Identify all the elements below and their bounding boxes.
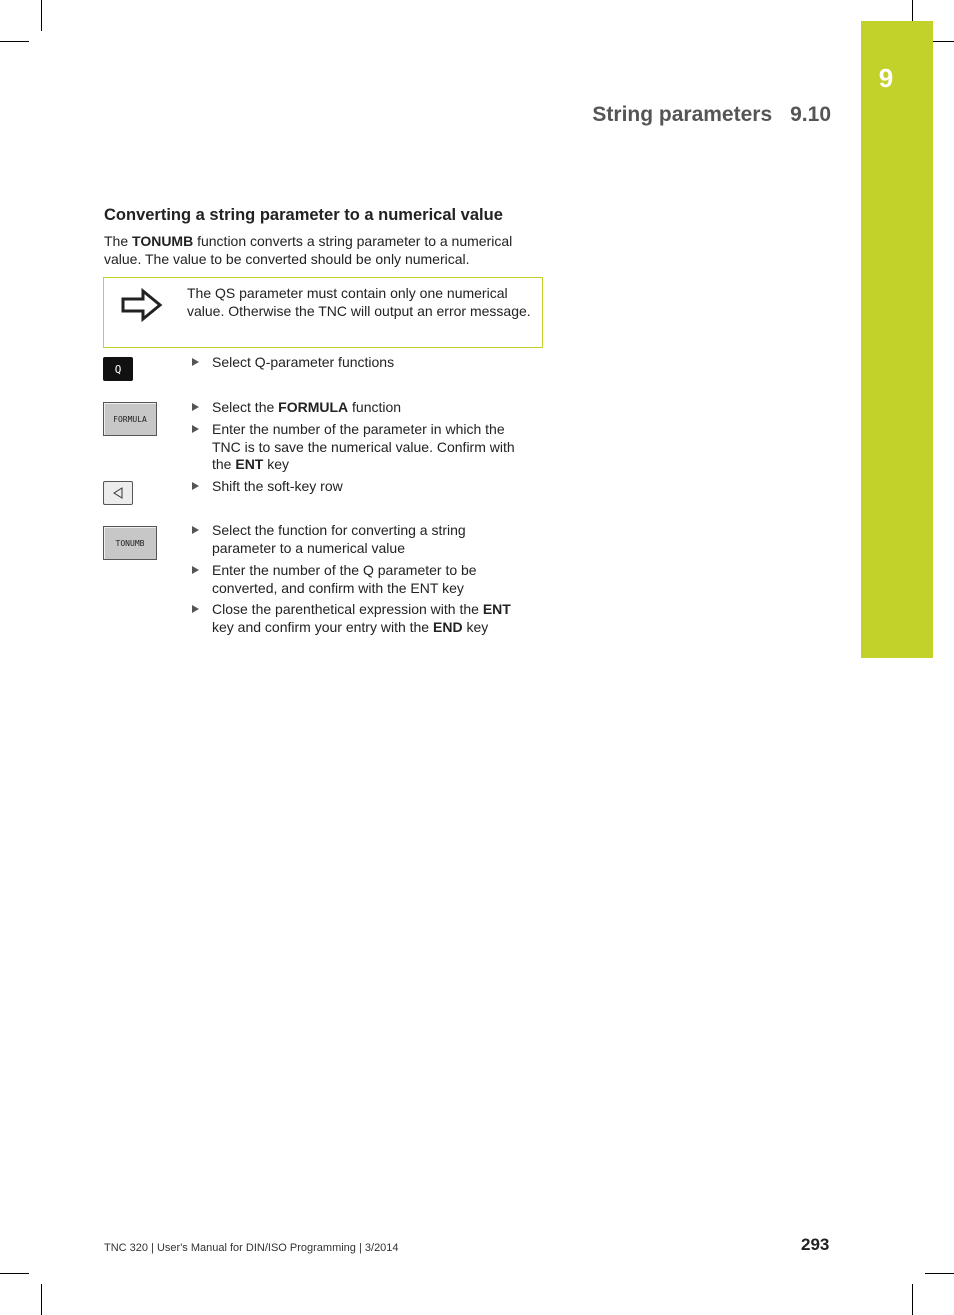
step-item — [192, 601, 532, 636]
crop-mark — [933, 41, 954, 42]
bullet-triangle-icon — [192, 526, 199, 534]
note-box — [103, 277, 543, 348]
step-text: Close the parenthetical expression with the — [212, 601, 483, 617]
intro-text: The — [104, 233, 133, 249]
step-text: function — [348, 399, 402, 415]
crop-mark — [912, 0, 913, 21]
step-item — [192, 421, 532, 474]
step-item — [192, 354, 532, 372]
bullet-triangle-icon — [192, 358, 199, 366]
crop-mark — [912, 1284, 913, 1315]
step-keyword: FORMULA — [278, 399, 349, 415]
tonumb-softkey[interactable] — [103, 526, 157, 560]
note-text: The QS parameter must contain only one numerical value. Otherwise the TNC will output an error message. — [187, 285, 531, 319]
bullet-triangle-icon — [192, 482, 199, 490]
tonumb-softkey-label: TONUMB — [115, 538, 145, 548]
step-text: key and confirm your entry with the — [212, 618, 433, 635]
formula-softkey[interactable] — [103, 402, 157, 436]
intro-text: function converts a string parameter to a numerical value. The value to be converted should be only numerical. — [104, 233, 513, 267]
step-keyword: END — [433, 618, 463, 635]
step-keyword: ENT — [235, 456, 264, 472]
step-text: Shift the soft-key row — [212, 478, 343, 494]
step-item — [192, 399, 532, 417]
bullet-triangle-icon — [192, 566, 199, 574]
chapter-number: 9 — [878, 63, 894, 93]
bullet-triangle-icon — [192, 403, 199, 411]
crop-mark — [41, 0, 42, 31]
step-keyword: ENT — [482, 601, 511, 617]
q-key-label: Q — [114, 362, 122, 376]
crop-mark — [0, 41, 29, 42]
bullet-triangle-icon — [192, 605, 199, 613]
footer-text: TNC 320 | User's Manual for DIN/ISO Programming | 3/2014 — [104, 1242, 399, 1254]
crop-mark — [41, 1284, 42, 1315]
header-section-number: 9.10 — [790, 103, 831, 126]
arrow-right-outline-icon — [120, 287, 164, 323]
running-header — [592, 103, 831, 127]
step-text: Select Q-parameter functions — [212, 354, 395, 370]
triangle-left-icon — [112, 487, 124, 499]
step-item — [192, 478, 532, 496]
crop-mark — [925, 1273, 954, 1274]
step-text: key — [462, 618, 489, 635]
page-number: 293 — [801, 1235, 830, 1254]
bullet-triangle-icon — [192, 425, 199, 433]
step-text: key — [263, 456, 290, 472]
step-text: Select the — [212, 399, 279, 415]
header-title: String parameters — [592, 103, 773, 126]
step-text: Enter the number of the Q parameter to be converted, and confirm with the ENT key — [212, 562, 477, 596]
step-item — [192, 562, 532, 597]
step-text: Select the function for converting a string parameter to a numerical value — [212, 522, 466, 556]
crop-mark — [0, 1273, 29, 1274]
section-title: Converting a string parameter to a numerical value — [104, 206, 503, 224]
step-text: Enter the number of the parameter in which the TNC is to save the numerical value. Confirm with the — [212, 421, 515, 472]
intro-keyword: TONUMB — [132, 233, 194, 249]
formula-softkey-label: FORMULA — [113, 414, 147, 424]
intro-paragraph — [104, 233, 544, 268]
shift-softkey-row-key[interactable] — [103, 481, 133, 505]
q-key[interactable] — [103, 357, 133, 381]
step-item — [192, 522, 532, 557]
chapter-tab — [861, 21, 933, 658]
